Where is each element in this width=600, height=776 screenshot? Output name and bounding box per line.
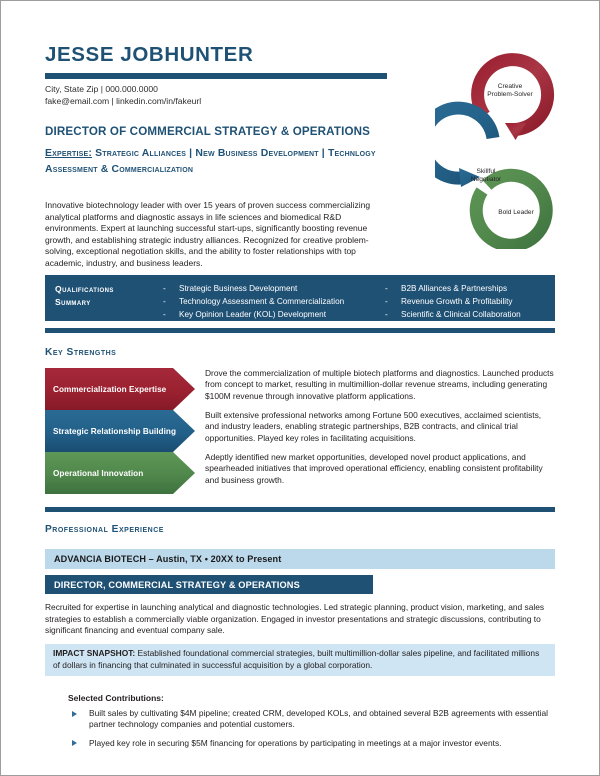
page-title: JESSE JOBHUNTER — [45, 43, 254, 66]
selected-contributions-list — [68, 708, 556, 756]
key-strength-label: Operational Innovation — [53, 468, 144, 478]
qualifications-title-line1: Qualifications — [55, 284, 114, 294]
circle-label-creative-line2: Problem-Solver — [487, 91, 533, 99]
role-title: DIRECTOR, COMMERCIAL STRATEGY & OPERATIONS — [54, 579, 300, 590]
circle-label-negotiator-line1: Skillful — [476, 168, 496, 175]
qualification-text: Revenue Growth & Profitability — [401, 297, 513, 306]
dash-marker: - — [163, 297, 166, 306]
contact-info — [45, 83, 201, 107]
key-strength-item — [45, 452, 557, 494]
list-item — [68, 738, 556, 749]
triangle-bullet-icon — [72, 740, 77, 746]
key-strength-item — [45, 410, 557, 452]
company-name-location-dates: ADVANCIA BIOTECH – Austin, TX • 20XX to Present — [54, 554, 282, 564]
dash-marker: - — [385, 310, 388, 319]
key-strengths-list — [45, 368, 557, 494]
dash-marker: - — [385, 284, 388, 293]
professional-summary: Innovative biotechnology leader with over 15 years of proven success commercializing analytical platforms and diagnostic assays in life sciences and biomedical R&D environments. Expert at launching successful start-ups, significantly boosting revenue growth, and establishing strategic industry alliances. Recognized for creative problem-solving, exceptional negotiation skills, and the ability to foster relationships with top academic, industry, and business leaders. — [45, 200, 371, 268]
list-item — [68, 708, 556, 731]
contact-line-2: fake@email.com | linkedin.com/in/fakeurl — [45, 96, 202, 107]
section-heading-experience: Professional Experience — [45, 524, 164, 535]
role-band — [45, 575, 373, 594]
section-divider-key-strengths — [45, 328, 555, 333]
selected-contributions-title: Selected Contributions: — [68, 693, 164, 703]
target-job-title: DIRECTOR OF COMMERCIAL STRATEGY & OPERATIONS — [45, 125, 371, 138]
list-item — [163, 308, 383, 321]
qualification-text: B2B Alliances & Partnerships — [401, 284, 508, 293]
impact-snapshot-text: Established foundational commercial strategies, built multimillion-dollar sales pipeline, and facilitated millions of dollars in financing that culminated in successful acquisition by a global corporation. — [53, 648, 540, 670]
section-divider-experience — [45, 507, 555, 512]
expertise-label: Expertise: — [45, 148, 93, 159]
list-item — [163, 295, 383, 308]
key-strength-label: Strategic Relationship Building — [53, 426, 177, 436]
list-item — [385, 295, 565, 308]
key-strength-description: Drove the commercialization of multiple biotech platforms and diagnostics. Launched products from concept to market, resulting in multimillion-dollar revenue streams, including generating $100M revenue through innovative platform applications. — [205, 368, 554, 401]
key-strength-label: Commercialization Expertise — [53, 384, 167, 394]
list-item — [385, 308, 565, 321]
contribution-text: Played key role in securing $5M financing for operations by participating in meetings at a major investor events. — [89, 737, 502, 748]
key-strength-description: Adeptly identified new market opportunities, developed novel product applications, and spearheaded initiatives that improved operational efficiency, enabling consistent profitability and business growth. — [205, 452, 543, 485]
impact-snapshot-label: IMPACT SNAPSHOT: — [53, 648, 136, 658]
section-heading-key-strengths: Key Strengths — [45, 347, 117, 358]
role-description: Recruited for expertise in launching analytical and diagnostic technologies. Led strategic planning, product vision, marketing, and sales strategies to establish a commercially viable organization. Engaged in investor presentations and strategic discussions, contributing to significant financing and eventual company sale. — [45, 602, 545, 636]
dash-marker: - — [163, 284, 166, 293]
qualification-text: Scientific & Clinical Collaboration — [401, 310, 521, 319]
qualifications-column-left — [163, 282, 383, 321]
header-rule — [45, 73, 387, 79]
qualification-text: Key Opinion Leader (KOL) Development — [179, 310, 326, 319]
resume-content — [1, 1, 599, 775]
qualifications-summary-title — [55, 283, 151, 309]
qualification-text: Strategic Business Development — [179, 284, 298, 293]
qualifications-title-line2: Summary — [55, 297, 91, 307]
circle-label-bold-leader — [475, 209, 557, 217]
company-band — [45, 549, 555, 569]
attributes-circle-graphic — [435, 37, 585, 249]
contact-line-1: City, State Zip | 000.000.0000 — [45, 84, 158, 94]
qualifications-summary-box — [45, 275, 555, 321]
dash-marker: - — [385, 297, 388, 306]
qualification-text: Technology Assessment & Commercialization — [179, 297, 345, 306]
key-strength-item — [45, 368, 557, 410]
list-item — [163, 282, 383, 295]
key-strength-description: Built extensive professional networks among Fortune 500 executives, acclaimed scientists, and industry leaders, enabling strategic partnerships, B2B contracts, and clinical trial opportunities. Played key roles in facilitating acquisitions. — [205, 410, 542, 443]
expertise-value: Strategic Alliances | New Business Development | Technlogy Assessment & Commercialization — [45, 148, 376, 175]
contribution-text: Built sales by cultivating $4M pipeline; created CRM, developed KOLs, and obtained several B2B agreements with essential partner technology companies and potential customers. — [89, 708, 549, 730]
list-item — [385, 282, 565, 295]
circle-label-creative-line1: Creative — [497, 83, 523, 90]
expertise-line — [45, 146, 395, 178]
qualifications-column-right — [385, 282, 565, 321]
circle-label-creative — [469, 83, 551, 100]
circle-label-bold-leader-line1: Bold Leader — [498, 209, 534, 216]
circle-label-negotiator — [445, 168, 527, 185]
circle-label-negotiator-line2: Negotiator — [470, 176, 502, 184]
dash-marker: - — [163, 310, 166, 319]
impact-snapshot — [45, 644, 555, 676]
triangle-bullet-icon — [72, 711, 77, 717]
